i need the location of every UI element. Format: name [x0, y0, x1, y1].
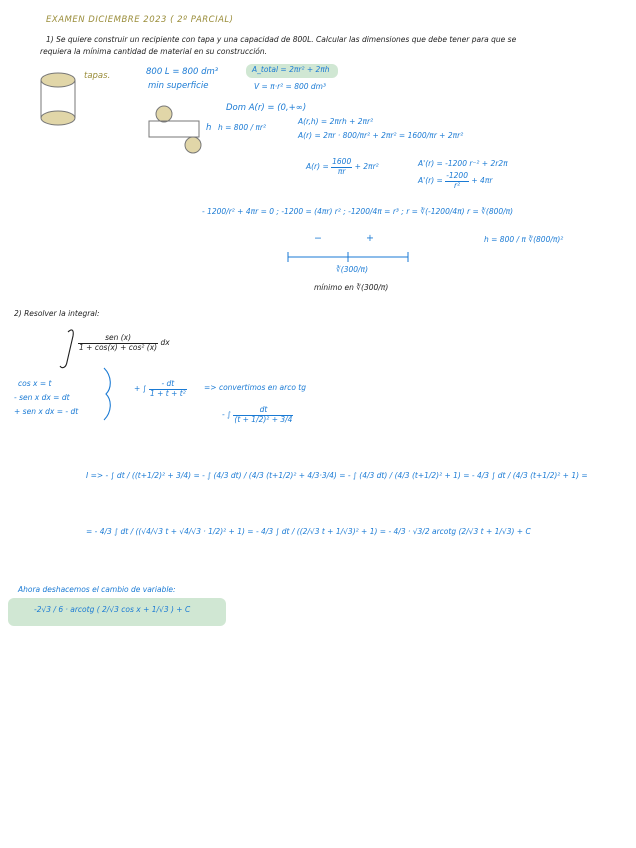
problem1-statement-line1: 1) Se quiere construir un recipiente con tapa y una capacidad de 800L. Calcular las dimensiones que debe tener para que se — [46, 35, 517, 44]
area-r-substitution: A(r) = 2πr · 800/πr² + 2πr² = 1600/πr + 2πr² — [298, 131, 464, 140]
min-surface-label: min superficie — [148, 81, 209, 91]
final-result: -2√3 / 6 · arcotg ( 2/√3 cos x + 1/√3 ) + C — [34, 605, 191, 614]
integrand-dx: dx — [160, 338, 170, 348]
derivative-1: A'(r) = -1200 r⁻² + 2r2π — [418, 159, 508, 168]
integral-step-line-1: I => - ∫ dt / ((t+1/2)² + 3/4) = - ∫ (4/3 dt) / (4/3 (t+1/2)² + 4/3·3/4) = - ∫ (4/3 dt) / (4/3 (t+1/2)² + 1) = - 4/3 ∫ dt / (4/3 (t+1/2)² + 1) = — [86, 471, 588, 480]
convert-note: => convertimos en arco tg — [204, 383, 306, 392]
substitution-1: cos x = t — [18, 379, 52, 388]
completed-square-integral: - ∫ $\frac{dt}{\text{(t + 1/2)² + 3/4}}$ — [222, 405, 293, 424]
h-equation: h = 800 / πr² — [218, 123, 267, 132]
substituted-num: - dt — [149, 380, 187, 390]
problem2-title: 2) Resolver la integral: — [14, 309, 100, 318]
volume-value: 800 L = 800 dm³ — [146, 67, 219, 77]
minimum-label: mínimo en ∛(300/π) — [314, 283, 389, 292]
final-label: Ahora deshacemos el cambio de variable: — [18, 585, 176, 594]
tapas-label: tapas. — [84, 71, 111, 81]
critical-point-label: ∛(300/π) — [336, 265, 368, 274]
area-rh: A(r,h) = 2πrh + 2πr² — [298, 117, 374, 126]
critical-point-equations: - 1200/r² + 4πr = 0 ; -1200 = (4πr) r² ; -1200/4π = r³ ; r = ∛(-1200/4π) r = ∛(800/π) — [202, 207, 514, 216]
derivative-2-den: r² — [454, 180, 461, 190]
integrand — [78, 334, 170, 352]
substituted-integral: + ∫ $\frac{- dt}{\text{1 + t + t²}}$ — [134, 379, 186, 398]
sign-plus: + — [366, 233, 374, 244]
derivative-2 — [418, 172, 492, 190]
page-title: EXAMEN DICIEMBRE 2023 ( 2º PARCIAL) — [46, 15, 234, 25]
integrand-num: sen (x) — [78, 334, 158, 344]
area-r-tail: + 2πr² — [354, 162, 379, 172]
integral-step-line-2: = - 4/3 ∫ dt / ((√4/√3 t + √4/√3 · 1/2)² + 1) = - 4/3 ∫ dt / ((2/√3 t + 1/√3)² + 1) = - 4/3 · √3/2 arcotg (2/√3 t + 1/√3) + C — [86, 527, 531, 536]
h-result: h = 800 / π ∛(800/π)² — [484, 235, 564, 244]
h-label: h — [206, 123, 212, 133]
area-r-simplified — [306, 158, 379, 176]
derivative-2-num: -1200 — [446, 171, 468, 180]
integrand-den: 1 + cos(x) + cos² (x) — [79, 342, 158, 352]
area-r-num: 1600 — [332, 157, 352, 166]
sign-minus: − — [314, 233, 322, 244]
area-r-lhs: A(r) = — [306, 162, 329, 172]
completed-square-den: (t + 1/2)² + 3/4 — [234, 414, 293, 424]
domain-label: Dom A(r) = (0,+∞) — [226, 103, 307, 113]
completed-square-num: dt — [233, 406, 293, 416]
derivative-2-lhs: A'(r) = — [418, 176, 443, 186]
derivative-2-tail: + 4πr — [471, 176, 493, 186]
area-total-formula: A_total = 2πr² + 2πh — [252, 65, 330, 74]
volume-formula: V = π·r² = 800 dm³ — [254, 82, 326, 91]
area-r-den: πr — [337, 166, 346, 176]
substitution-2: - sen x dx = dt — [14, 393, 70, 402]
problem1-statement-line2: requiera la mínima cantidad de material en su construcción. — [40, 47, 267, 56]
substitution-3: + sen x dx = - dt — [14, 407, 79, 416]
substituted-den: 1 + t + t² — [149, 388, 186, 398]
